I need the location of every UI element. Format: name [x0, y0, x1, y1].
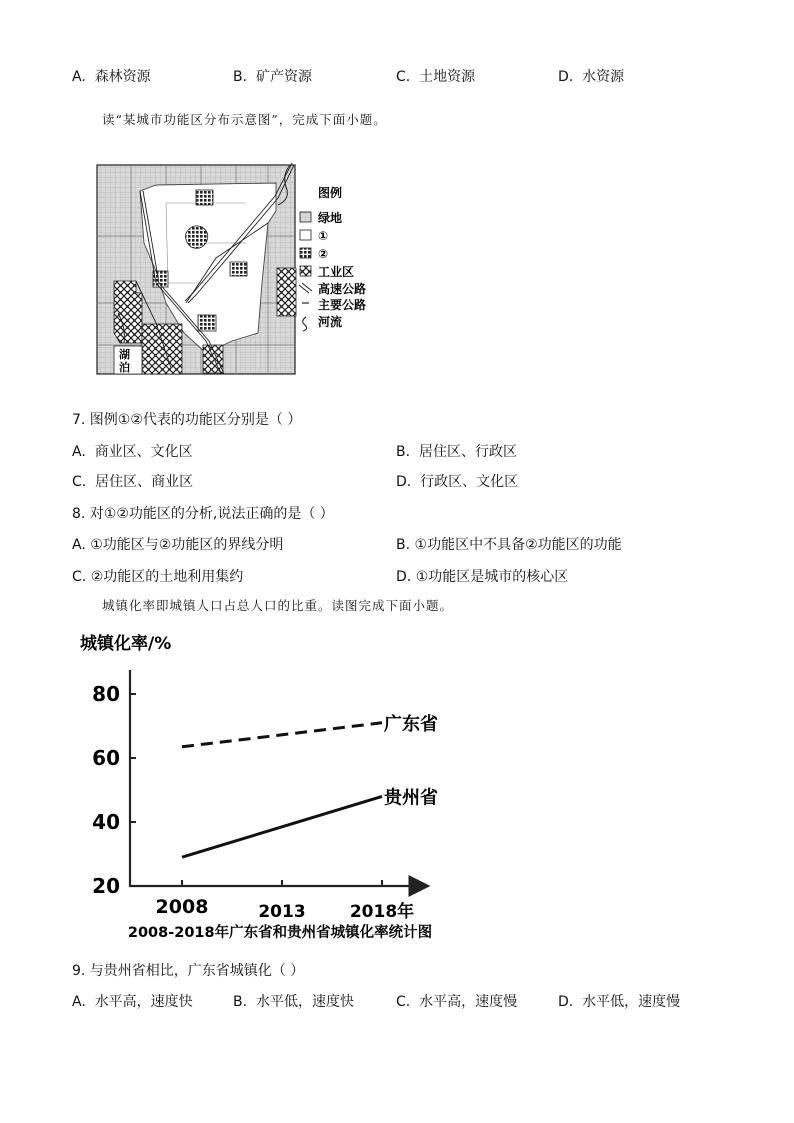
q6-option-a[interactable] — [72, 68, 151, 86]
q8-option-a[interactable] — [72, 536, 283, 554]
y-tick-label: 80 — [92, 682, 120, 706]
zone-2-block — [230, 262, 247, 276]
legend-label: 主要公路 — [318, 298, 367, 312]
option-text: ①功能区与②功能区的界线分明 — [90, 537, 284, 553]
q9-option-a[interactable] — [72, 993, 193, 1011]
legend-swatch-zone-2 — [300, 248, 311, 258]
option-letter: A. — [72, 444, 86, 460]
q7-option-d[interactable] — [396, 473, 518, 491]
urbanization-chart — [70, 625, 470, 947]
q9-option-d[interactable] — [558, 993, 680, 1011]
option-text: 水平高，速度慢 — [419, 994, 518, 1010]
q6-option-d[interactable] — [558, 68, 624, 86]
q8-option-b[interactable] — [396, 536, 622, 554]
legend-swatch-expressway — [299, 283, 312, 293]
q7-option-c[interactable] — [72, 473, 193, 491]
option-text: 矿产资源 — [255, 69, 312, 85]
option-text: 居住区、行政区 — [418, 444, 517, 460]
option-letter: A. — [72, 69, 86, 85]
series-line-1 — [182, 796, 382, 857]
lake-label: 泊 — [119, 361, 130, 374]
option-text: 水平低，速度快 — [255, 994, 354, 1010]
option-letter: D. — [558, 69, 574, 85]
option-text: 土地资源 — [419, 69, 476, 85]
legend-swatch-zone-1 — [300, 230, 311, 240]
option-letter: B. — [233, 69, 248, 85]
x-tick-label: 2008 — [155, 896, 209, 918]
lake-label: 湖 — [119, 348, 130, 361]
legend-label: 绿地 — [318, 211, 343, 225]
option-text: ①功能区是城市的核心区 — [415, 569, 569, 585]
legend-swatch-greenland — [300, 212, 311, 222]
option-letter: B. — [233, 994, 248, 1010]
option-text: 居住区、商业区 — [95, 474, 194, 490]
legend-title: 图例 — [318, 186, 343, 200]
option-text: ②功能区的土地利用集约 — [90, 569, 244, 585]
series-line-0 — [182, 723, 382, 747]
legend-label: 工业区 — [318, 265, 355, 279]
option-letter: C. — [72, 569, 87, 585]
map-intro: 读“某城市功能区分布示意图”，完成下面小题。 — [102, 112, 387, 127]
industrial-zone — [142, 324, 182, 374]
option-letter: D. — [396, 569, 412, 585]
legend-label: ① — [318, 229, 329, 243]
q9-option-b[interactable] — [233, 993, 354, 1011]
chart-title: 2008-2018年广东省和贵州省城镇化率统计图 — [127, 925, 433, 941]
q9-option-c[interactable] — [396, 993, 517, 1011]
series-layer — [182, 713, 438, 857]
q6-option-b[interactable] — [233, 68, 312, 86]
q8-option-c[interactable] — [72, 568, 243, 586]
option-text: 水资源 — [582, 69, 625, 85]
option-text: 行政区、文化区 — [420, 474, 519, 490]
x-tick-label: 2013 — [258, 902, 306, 922]
y-tick-label: 20 — [92, 874, 120, 898]
option-letter: C. — [396, 69, 411, 85]
map-legend — [299, 185, 366, 331]
q8-stem: 8. 对①②功能区的分析,说法正确的是（ ） — [72, 506, 334, 522]
option-text: 水平低，速度慢 — [582, 994, 681, 1010]
industrial-zone — [277, 268, 296, 316]
option-text: ①功能区中不具备②功能区的功能 — [414, 537, 622, 553]
zone-2-block — [196, 190, 213, 205]
y-tick-label: 60 — [92, 746, 120, 770]
q7-option-a[interactable] — [72, 443, 193, 461]
option-letter: C. — [396, 994, 411, 1010]
q9-stem: 9. 与贵州省相比，广东省城镇化（ ） — [72, 963, 305, 979]
option-letter: A. — [72, 537, 86, 553]
option-letter: D. — [558, 994, 574, 1010]
option-letter: A. — [72, 994, 86, 1010]
series-label: 广东省 — [384, 713, 438, 735]
legend-swatch-river — [303, 317, 307, 331]
option-letter: B. — [396, 537, 411, 553]
legend-label: ② — [318, 247, 329, 261]
legend-swatch-industrial — [300, 266, 311, 276]
option-letter: D. — [396, 474, 412, 490]
chart-intro: 城镇化率即城镇人口占总人口的比重。读图完成下面小题。 — [102, 598, 454, 613]
city-function-map — [96, 163, 376, 377]
q6-option-c[interactable] — [396, 68, 475, 86]
series-label: 贵州省 — [384, 787, 438, 809]
zone-2-block — [198, 315, 216, 331]
option-letter: B. — [396, 444, 411, 460]
y-tick-label: 40 — [92, 810, 120, 834]
option-text: 森林资源 — [94, 69, 151, 85]
option-text: 商业区、文化区 — [94, 444, 193, 460]
q7-option-b[interactable] — [396, 443, 517, 461]
zone-2-block — [186, 226, 208, 248]
y-axis-label: 城镇化率/% — [80, 634, 172, 654]
legend-label: 河流 — [318, 315, 343, 329]
option-text: 水平高，速度快 — [94, 994, 193, 1010]
option-letter: C. — [72, 474, 87, 490]
legend-label: 高速公路 — [318, 282, 367, 296]
x-tick-label: 2018年 — [349, 902, 415, 922]
q8-option-d[interactable] — [396, 568, 568, 586]
q7-stem: 7. 图例①②代表的功能区分别是（ ） — [72, 412, 302, 428]
